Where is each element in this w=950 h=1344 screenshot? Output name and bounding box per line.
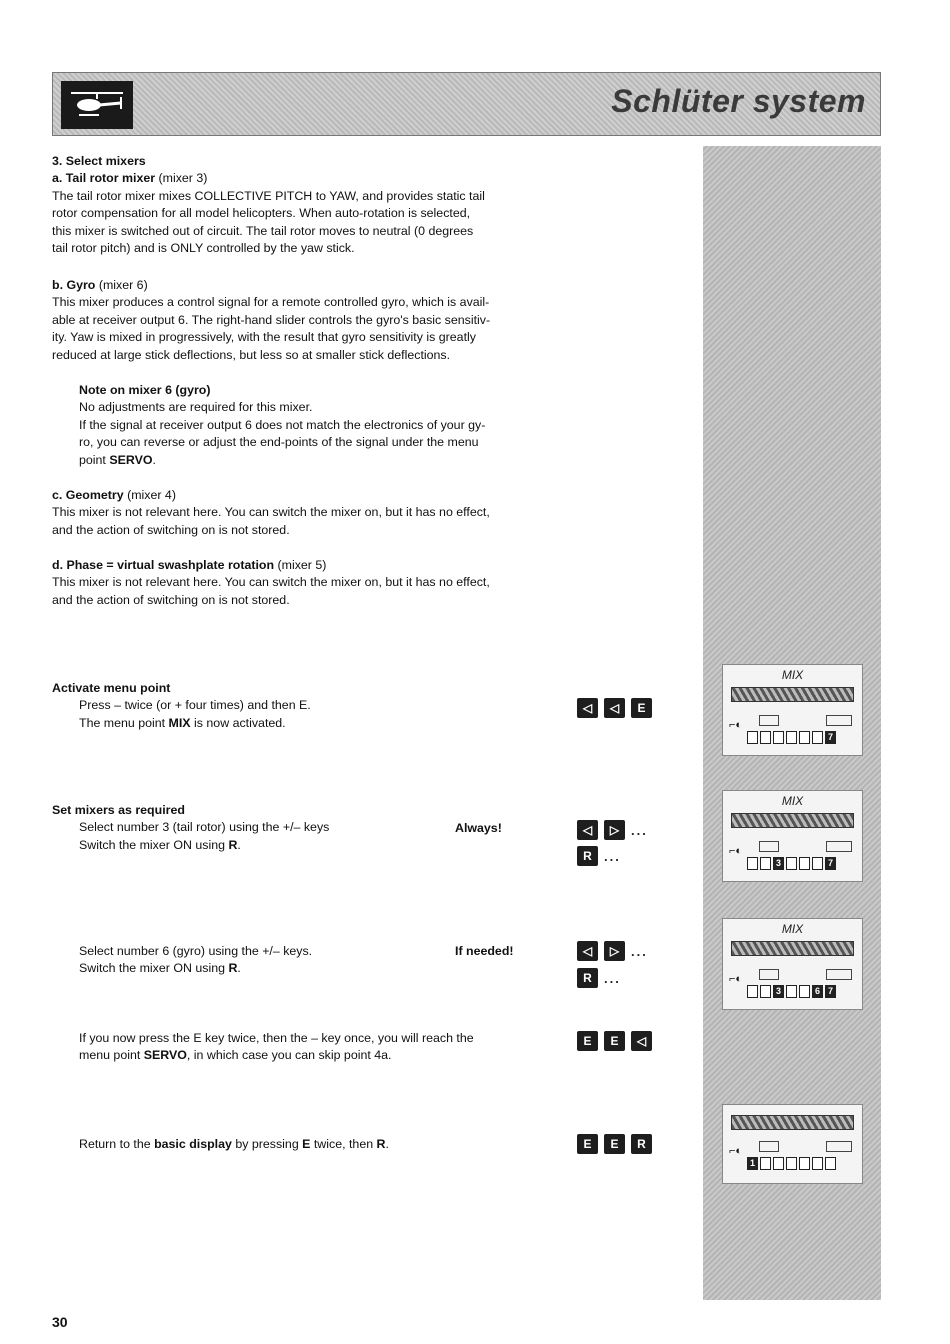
lcd-cell bbox=[747, 731, 758, 744]
lcd-cell bbox=[825, 1157, 836, 1170]
subsection-sub: (mixer 4) bbox=[123, 488, 176, 502]
lcd-cell bbox=[786, 1157, 797, 1170]
lcd-indicator bbox=[826, 841, 852, 852]
header-banner bbox=[52, 72, 881, 136]
r-key[interactable]: R bbox=[577, 846, 598, 866]
gyro-step bbox=[79, 943, 459, 978]
note-gyro bbox=[79, 382, 559, 469]
lcd-mixer-cells bbox=[747, 1157, 836, 1170]
section-phase bbox=[52, 557, 562, 609]
text-line: No adjustments are required for this mixer. bbox=[79, 400, 313, 415]
minus-key[interactable]: ◁ bbox=[577, 941, 598, 961]
lcd-cell bbox=[760, 857, 771, 870]
always-tag: Always! bbox=[455, 821, 502, 835]
mixer-symbol-icon: ⌐◐ bbox=[729, 973, 743, 985]
lcd-display-mix-2 bbox=[722, 790, 863, 882]
if-needed-tag: If needed! bbox=[455, 944, 514, 958]
subsection-label: a. Tail rotor mixer bbox=[52, 171, 156, 186]
subsection-label: b. Gyro bbox=[52, 278, 96, 292]
key-sequence bbox=[577, 968, 621, 988]
step-heading: Activate menu point bbox=[52, 681, 171, 695]
servo-note bbox=[79, 1030, 559, 1065]
text-span: by pressing bbox=[231, 1137, 303, 1151]
subsection-sub: (mixer 5) bbox=[274, 558, 327, 572]
key-sequence bbox=[577, 1134, 652, 1154]
lcd-cell bbox=[747, 985, 758, 998]
text-bold: R bbox=[228, 837, 238, 852]
section-heading: 3. Select mixers bbox=[52, 154, 146, 168]
text-bold: MIX bbox=[168, 715, 191, 730]
lcd-cell bbox=[786, 985, 797, 998]
text-span: Return to the bbox=[79, 1137, 155, 1151]
text-span: The menu point bbox=[79, 715, 169, 730]
subsection-label: c. Geometry bbox=[52, 488, 124, 502]
mixer-symbol-icon: ⌐◐ bbox=[729, 719, 743, 731]
lcd-bar bbox=[731, 813, 854, 828]
lcd-display-mix-3 bbox=[722, 918, 863, 1010]
logo bbox=[61, 81, 133, 129]
text-line: this mixer is switched out of circuit. The tail rotor moves to neutral (0 degrees bbox=[52, 223, 474, 238]
mixer-symbol-icon: ⌐◐ bbox=[729, 845, 743, 857]
key-sequence bbox=[577, 846, 621, 866]
r-key[interactable]: R bbox=[577, 968, 598, 988]
text-line: able at receiver output 6. The right-hand slider controls the gyro's basic sensitiv- bbox=[52, 312, 491, 327]
ellipsis: ... bbox=[604, 848, 621, 864]
plus-key[interactable]: ▷ bbox=[604, 820, 625, 840]
lcd-cell bbox=[812, 731, 823, 744]
text-span: point bbox=[79, 452, 110, 467]
text-line: reduced at large stick deflections, but less so at smaller stick deflections. bbox=[52, 347, 451, 362]
text-line: This mixer is not relevant here. You can switch the mixer on, but it has no effect, bbox=[52, 505, 490, 520]
text-line: This mixer produces a control signal for a remote controlled gyro, which is avail- bbox=[52, 295, 490, 310]
lcd-cell: 1 bbox=[747, 1157, 758, 1170]
lcd-indicator bbox=[759, 969, 779, 980]
text-line: Press – twice (or + four times) and then E. bbox=[79, 698, 311, 713]
lcd-bar bbox=[731, 1115, 854, 1130]
lcd-cell: 7 bbox=[825, 731, 836, 744]
text-bold: R bbox=[376, 1137, 386, 1151]
ellipsis: ... bbox=[604, 970, 621, 986]
text-span: twice, then bbox=[310, 1137, 377, 1151]
helicopter-icon bbox=[67, 89, 127, 121]
text-line: Select number 6 (gyro) using the +/– keys. bbox=[79, 944, 313, 958]
section-select-mixers bbox=[52, 153, 562, 257]
text-line: Select number 3 (tail rotor) using the +/– keys bbox=[79, 820, 330, 835]
text-span: . bbox=[385, 1137, 389, 1151]
text-span: . bbox=[237, 837, 241, 852]
lcd-cell bbox=[760, 731, 771, 744]
key-sequence bbox=[577, 820, 648, 840]
lcd-cell: 6 bbox=[812, 985, 823, 998]
enter-key[interactable]: E bbox=[604, 1031, 625, 1051]
lcd-bar bbox=[731, 687, 854, 702]
lcd-mixer-cells bbox=[747, 985, 836, 998]
text-bold: SERVO bbox=[109, 452, 153, 467]
lcd-indicator bbox=[826, 715, 852, 726]
subsection-label: d. Phase = virtual swashplate rotation bbox=[52, 558, 275, 572]
lcd-cell bbox=[812, 1157, 823, 1170]
lcd-display-basic bbox=[722, 1104, 863, 1184]
step-heading: Set mixers as required bbox=[52, 803, 185, 817]
lcd-display-mix-1 bbox=[722, 664, 863, 756]
lcd-bar bbox=[731, 941, 854, 956]
lcd-cell bbox=[773, 1157, 784, 1170]
r-key[interactable]: R bbox=[631, 1134, 652, 1154]
key-sequence bbox=[577, 698, 652, 718]
lcd-mix-label: MIX bbox=[781, 922, 804, 936]
lcd-mix-label: MIX bbox=[781, 668, 804, 682]
text-span: menu point bbox=[79, 1048, 144, 1063]
lcd-cell: 3 bbox=[773, 985, 784, 998]
ellipsis: ... bbox=[631, 822, 648, 838]
text-span: . bbox=[237, 961, 241, 976]
lcd-indicator bbox=[759, 1141, 779, 1152]
text-line: The tail rotor mixer mixes COLLECTIVE PITCH to YAW, and provides static tail bbox=[52, 188, 485, 203]
lcd-mix-label: MIX bbox=[781, 794, 804, 808]
key-sequence bbox=[577, 941, 648, 961]
lcd-mixer-cells bbox=[747, 731, 836, 744]
lcd-cell bbox=[760, 1157, 771, 1170]
return-step bbox=[79, 1136, 559, 1153]
text-line: If you now press the E key twice, then the – key once, you will reach the bbox=[79, 1031, 474, 1045]
lcd-cell: 7 bbox=[825, 857, 836, 870]
text-span: Switch the mixer ON using bbox=[79, 837, 229, 852]
lcd-mixer-cells bbox=[747, 857, 836, 870]
text-line: and the action of switching on is not stored. bbox=[52, 592, 290, 607]
lcd-indicator bbox=[826, 969, 852, 980]
text-bold: SERVO bbox=[143, 1048, 187, 1063]
text-line: and the action of switching on is not stored. bbox=[52, 522, 290, 537]
lcd-cell bbox=[760, 985, 771, 998]
lcd-cell bbox=[799, 857, 810, 870]
text-line: If the signal at receiver output 6 does not match the electronics of your gy- bbox=[79, 417, 486, 432]
lcd-cell bbox=[799, 985, 810, 998]
lcd-cell: 7 bbox=[825, 985, 836, 998]
text-span: . bbox=[152, 452, 156, 467]
lcd-cell bbox=[799, 1157, 810, 1170]
lcd-indicator bbox=[759, 715, 779, 726]
lcd-cell bbox=[799, 731, 810, 744]
text-line: rotor compensation for all model helicopters. When auto-rotation is selected, bbox=[52, 206, 471, 221]
text-bold: basic display bbox=[154, 1137, 232, 1151]
ellipsis: ... bbox=[631, 943, 648, 959]
text-line: tail rotor pitch) and is ONLY controlled by the yaw stick. bbox=[52, 241, 355, 256]
lcd-cell: 3 bbox=[773, 857, 784, 870]
text-span: Switch the mixer ON using bbox=[79, 961, 229, 976]
lcd-indicator bbox=[826, 1141, 852, 1152]
enter-key[interactable]: E bbox=[577, 1031, 598, 1051]
lcd-cell bbox=[747, 857, 758, 870]
text-line: ity. Yaw is mixed in progressively, with the result that gyro sensitivity is greatly bbox=[52, 330, 476, 345]
subsection-sub: (mixer 6) bbox=[95, 278, 148, 292]
key-sequence bbox=[577, 1031, 652, 1051]
activate-menu-point bbox=[52, 680, 562, 732]
minus-key[interactable]: ◁ bbox=[631, 1031, 652, 1051]
minus-key[interactable]: ◁ bbox=[577, 698, 598, 718]
lcd-cell bbox=[786, 731, 797, 744]
minus-key[interactable]: ◁ bbox=[577, 820, 598, 840]
section-gyro bbox=[52, 277, 562, 364]
page-title: Schlüter system bbox=[611, 83, 866, 119]
lcd-cell bbox=[773, 731, 784, 744]
text-bold: E bbox=[302, 1137, 311, 1151]
minus-key[interactable]: ◁ bbox=[604, 698, 625, 718]
text-line: ro, you can reverse or adjust the end-points of the signal under the menu bbox=[79, 435, 479, 450]
mixer-symbol-icon: ⌐◐ bbox=[729, 1145, 743, 1157]
lcd-cell bbox=[786, 857, 797, 870]
note-heading: Note on mixer 6 (gyro) bbox=[79, 383, 211, 397]
page-number: 30 bbox=[52, 1314, 68, 1330]
text-bold: R bbox=[228, 961, 238, 976]
subsection-sub: (mixer 3) bbox=[155, 171, 208, 186]
lcd-indicator bbox=[759, 841, 779, 852]
section-geometry bbox=[52, 487, 562, 539]
text-span: , in which case you can skip point 4a. bbox=[186, 1048, 392, 1063]
enter-key[interactable]: E bbox=[577, 1134, 598, 1154]
text-span: is now activated. bbox=[190, 715, 286, 730]
plus-key[interactable]: ▷ bbox=[604, 941, 625, 961]
text-line: This mixer is not relevant here. You can switch the mixer on, but it has no effect, bbox=[52, 575, 490, 590]
lcd-cell bbox=[812, 857, 823, 870]
enter-key[interactable]: E bbox=[604, 1134, 625, 1154]
enter-key[interactable]: E bbox=[631, 698, 652, 718]
